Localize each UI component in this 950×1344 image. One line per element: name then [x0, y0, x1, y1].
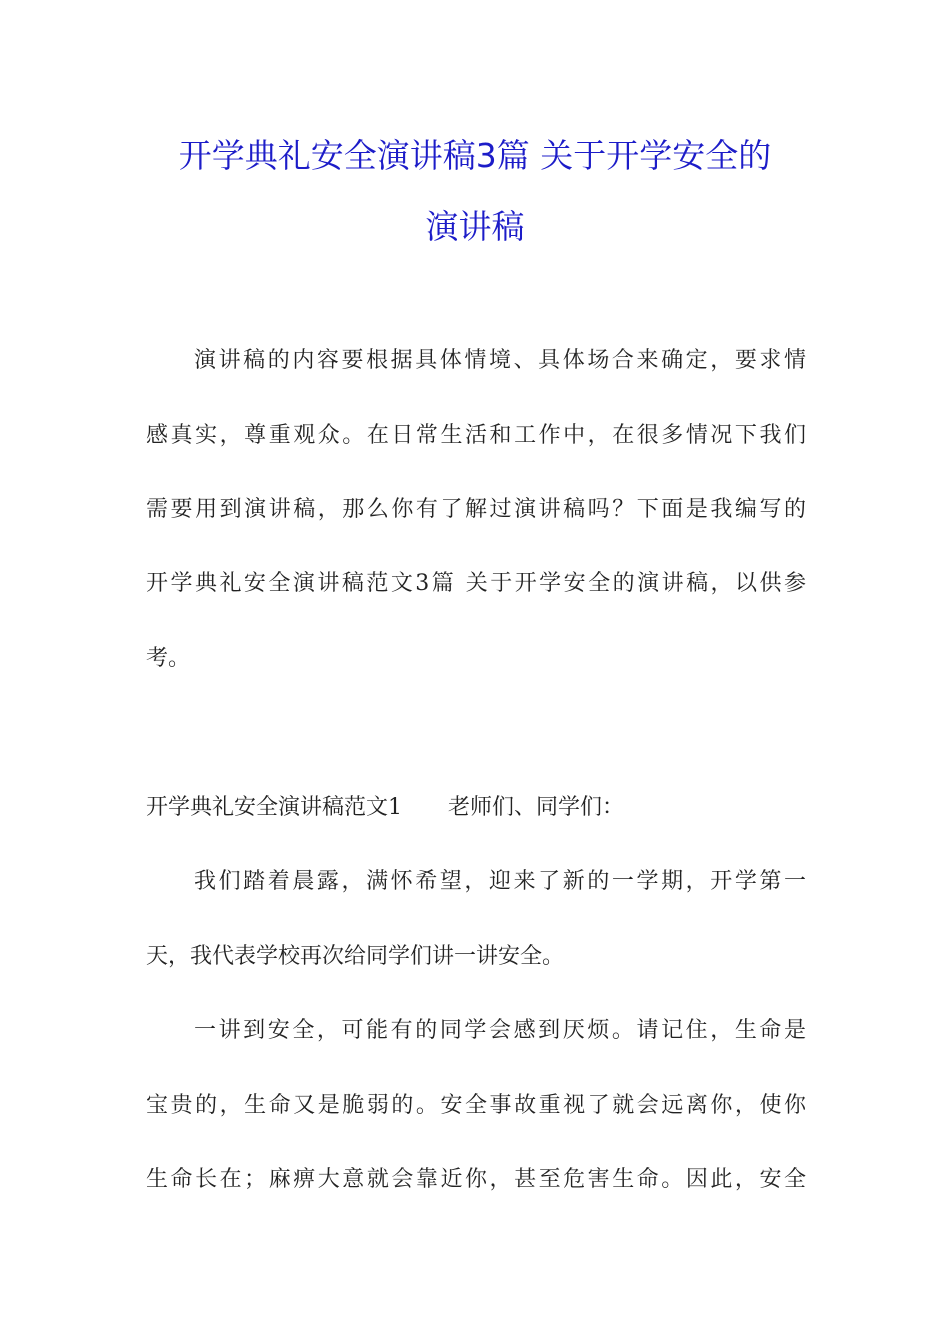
intro-line-3: 需要用到演讲稿，那么你有了解过演讲稿吗？下面是我编写的 [146, 497, 806, 522]
para2-line-3: 生命长在；麻痹大意就会靠近你，甚至危害生命。因此，安全 [146, 1167, 806, 1192]
intro-line-4: 开学典礼安全演讲稿范文3篇 关于开学安全的演讲稿，以供参 [146, 571, 806, 596]
document-title-line-1: 开学典礼安全演讲稿3篇 关于开学安全的 [178, 136, 772, 175]
document-title-line-2: 演讲稿 [425, 207, 525, 246]
para1-line-2: 天，我代表学校再次给同学们讲一讲安全。 [146, 944, 565, 969]
para2-line-1: 一讲到安全，可能有的同学会感到厌烦。请记住，生命是 [194, 1018, 806, 1043]
para2-line-2: 宝贵的，生命又是脆弱的。安全事故重视了就会远离你，使你 [146, 1093, 806, 1118]
section-heading: 开学典礼安全演讲稿范文1 [146, 795, 402, 820]
intro-line-1: 演讲稿的内容要根据具体情境、具体场合来确定，要求情 [194, 348, 806, 373]
intro-line-2: 感真实，尊重观众。在日常生活和工作中，在很多情况下我们 [146, 423, 806, 448]
para1-line-1: 我们踏着晨露，满怀希望，迎来了新的一学期，开学第一 [194, 869, 806, 894]
salutation: 老师们、同学们： [448, 795, 625, 820]
section-heading-row [146, 793, 624, 823]
intro-line-5: 考。 [146, 646, 191, 671]
